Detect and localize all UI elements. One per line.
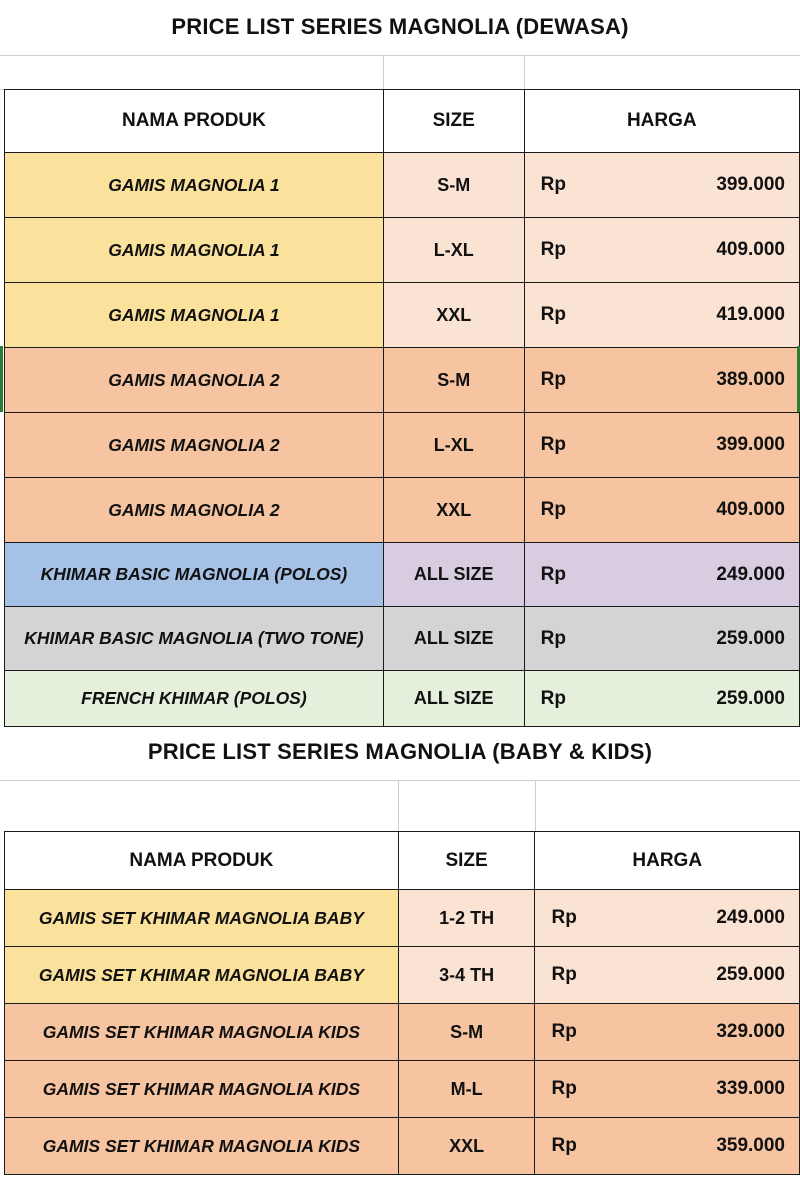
product-name-cell[interactable]: GAMIS MAGNOLIA 2: [5, 413, 384, 478]
size-cell[interactable]: S-M: [383, 348, 524, 413]
price-row[interactable]: [5, 1118, 800, 1175]
currency-label: Rp: [540, 627, 566, 649]
currency-label: Rp: [551, 964, 577, 985]
product-name-cell[interactable]: GAMIS MAGNOLIA 1: [5, 218, 384, 283]
currency-label: Rp: [540, 304, 566, 325]
price-row[interactable]: [5, 890, 800, 947]
product-name-cell[interactable]: GAMIS MAGNOLIA 1: [5, 153, 384, 218]
price-amount: 249.000: [716, 907, 785, 928]
size-cell[interactable]: XXL: [398, 1118, 535, 1175]
product-name-cell[interactable]: KHIMAR BASIC MAGNOLIA (POLOS): [5, 543, 384, 607]
adult-section-title: PRICE LIST SERIES MAGNOLIA (DEWASA): [171, 14, 629, 39]
price-amount: 259.000: [716, 964, 785, 985]
price-row[interactable]: [5, 543, 800, 607]
price-value-wrap: [525, 499, 799, 521]
price-amount: 409.000: [716, 499, 785, 520]
price-row[interactable]: [5, 348, 800, 413]
size-cell[interactable]: 1-2 TH: [398, 890, 535, 947]
product-name-cell[interactable]: GAMIS MAGNOLIA 1: [5, 283, 384, 348]
size-cell[interactable]: ALL SIZE: [383, 607, 524, 671]
price-amount: 329.000: [716, 1021, 785, 1042]
price-cell[interactable]: [524, 478, 799, 543]
price-value-wrap: [525, 688, 799, 710]
price-row[interactable]: [5, 478, 800, 543]
size-cell[interactable]: ALL SIZE: [383, 543, 524, 607]
product-name-cell[interactable]: GAMIS SET KHIMAR MAGNOLIA KIDS: [5, 1118, 399, 1175]
price-row[interactable]: [5, 413, 800, 478]
currency-label: Rp: [540, 499, 566, 520]
kids-header-row: [5, 832, 800, 890]
selection-left-edge: [0, 346, 3, 412]
sheet-row-spacer-1: [0, 56, 800, 90]
product-name-cell[interactable]: GAMIS SET KHIMAR MAGNOLIA KIDS: [5, 1004, 399, 1061]
price-cell[interactable]: [535, 890, 800, 947]
price-amount: 399.000: [716, 174, 785, 195]
price-cell[interactable]: [535, 1061, 800, 1118]
price-row[interactable]: [5, 607, 800, 671]
price-value-wrap: [535, 1078, 799, 1100]
price-cell[interactable]: [524, 218, 799, 283]
size-cell[interactable]: M-L: [398, 1061, 535, 1118]
currency-label: Rp: [540, 174, 566, 195]
price-amount: 259.000: [716, 627, 785, 649]
kids-price-table: [4, 831, 800, 1175]
price-cell[interactable]: [524, 671, 799, 727]
product-name-cell[interactable]: FRENCH KHIMAR (POLOS): [5, 671, 384, 727]
sheet-gridline: [524, 56, 525, 89]
price-value-wrap: [525, 628, 799, 650]
price-amount: 399.000: [716, 434, 785, 455]
product-name-cell[interactable]: GAMIS MAGNOLIA 2: [5, 348, 384, 413]
adult-price-table: [4, 89, 800, 727]
price-value-wrap: [535, 1135, 799, 1157]
price-value-wrap: [525, 239, 799, 261]
price-row[interactable]: [5, 1061, 800, 1118]
price-value-wrap: [535, 907, 799, 929]
header-harga: HARGA: [535, 832, 800, 890]
sheet-gridline: [535, 781, 536, 832]
price-value-wrap: [525, 434, 799, 456]
product-name-cell[interactable]: GAMIS SET KHIMAR MAGNOLIA BABY: [5, 947, 399, 1004]
price-row[interactable]: [5, 1004, 800, 1061]
price-row[interactable]: [5, 218, 800, 283]
price-amount: 339.000: [716, 1078, 785, 1099]
price-value-wrap: [535, 1021, 799, 1043]
price-amount: 419.000: [716, 304, 785, 325]
size-cell[interactable]: XXL: [383, 478, 524, 543]
header-harga: HARGA: [524, 90, 799, 153]
product-name-cell[interactable]: GAMIS SET KHIMAR MAGNOLIA KIDS: [5, 1061, 399, 1118]
currency-label: Rp: [551, 907, 577, 928]
size-cell[interactable]: L-XL: [383, 218, 524, 283]
header-size: SIZE: [398, 832, 535, 890]
header-nama-produk: NAMA PRODUK: [5, 832, 399, 890]
price-value-wrap: [525, 304, 799, 326]
currency-label: Rp: [540, 434, 566, 455]
price-cell[interactable]: [524, 607, 799, 671]
size-cell[interactable]: S-M: [398, 1004, 535, 1061]
currency-label: Rp: [540, 563, 566, 585]
size-cell[interactable]: XXL: [383, 283, 524, 348]
currency-label: Rp: [551, 1135, 577, 1156]
currency-label: Rp: [540, 687, 566, 709]
currency-label: Rp: [540, 239, 566, 260]
price-value-wrap: [525, 564, 799, 586]
size-cell[interactable]: ALL SIZE: [383, 671, 524, 727]
currency-label: Rp: [540, 369, 566, 390]
size-cell[interactable]: S-M: [383, 153, 524, 218]
price-cell[interactable]: [535, 1118, 800, 1175]
price-row[interactable]: [5, 153, 800, 218]
price-row[interactable]: [5, 671, 800, 727]
price-amount: 409.000: [716, 239, 785, 260]
size-cell[interactable]: 3-4 TH: [398, 947, 535, 1004]
price-value-wrap: [535, 964, 799, 986]
sheet-gridline: [398, 781, 399, 832]
adult-header-row: [5, 90, 800, 153]
price-amount: 359.000: [716, 1135, 785, 1156]
price-amount: 259.000: [716, 687, 785, 709]
price-value-wrap: [525, 369, 799, 391]
price-cell[interactable]: [524, 283, 799, 348]
size-cell[interactable]: L-XL: [383, 413, 524, 478]
product-name-cell[interactable]: GAMIS MAGNOLIA 2: [5, 478, 384, 543]
kids-section-title: PRICE LIST SERIES MAGNOLIA (BABY & KIDS): [147, 739, 653, 764]
sheet-row-spacer-2: [0, 780, 800, 832]
price-cell[interactable]: [524, 413, 799, 478]
price-amount: 249.000: [716, 563, 785, 585]
price-value-wrap: [525, 174, 799, 196]
product-name-cell[interactable]: GAMIS SET KHIMAR MAGNOLIA BABY: [5, 890, 399, 947]
price-cell[interactable]: [524, 348, 799, 413]
price-cell[interactable]: [524, 543, 799, 607]
currency-label: Rp: [551, 1078, 577, 1099]
price-row[interactable]: [5, 283, 800, 348]
price-row[interactable]: [5, 947, 800, 1004]
header-nama-produk: NAMA PRODUK: [5, 90, 384, 153]
price-cell[interactable]: [535, 947, 800, 1004]
product-name-cell[interactable]: KHIMAR BASIC MAGNOLIA (TWO TONE): [5, 607, 384, 671]
price-cell[interactable]: [535, 1004, 800, 1061]
price-cell[interactable]: [524, 153, 799, 218]
price-amount: 389.000: [716, 369, 785, 390]
sheet-gridline: [383, 56, 384, 89]
currency-label: Rp: [551, 1021, 577, 1042]
header-size: SIZE: [383, 90, 524, 153]
